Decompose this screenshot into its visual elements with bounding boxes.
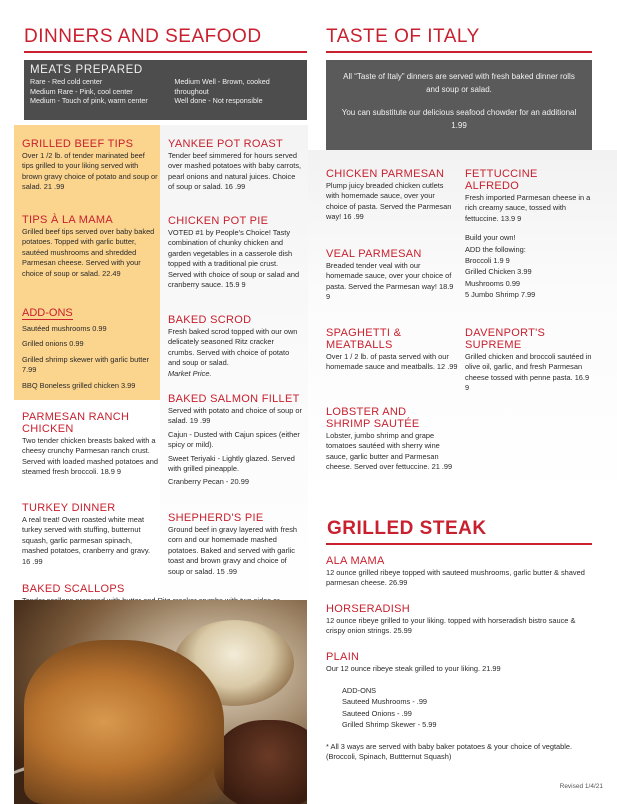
item-desc: Tender beef simmered for hours served over mashed potatoes with baby carrots, pearl onions and natural juices. Choice of soup or salad. 16 .99 <box>168 151 302 192</box>
item-name: BAKED SALMON FILLET <box>168 393 300 405</box>
salmon-option-cajun: Cajun - Dusted with Cajun spices (either spicy or mild). <box>168 429 300 450</box>
item-name: ALA MAMA <box>326 555 385 567</box>
item-price: Market Price. <box>168 368 212 378</box>
addons-title: ADD-ONS <box>22 307 73 319</box>
item-desc: Breaded tender veal with our homemade sauce, over your choice of pasta. Served the Parmesan way! 18.9 9 <box>326 261 454 302</box>
addons-list <box>22 303 158 391</box>
item-name: YANKEE POT ROAST <box>168 138 284 150</box>
build-addon-mushrooms: Mushrooms 0.99 <box>465 278 521 288</box>
menu-item-parmesan-ranch <box>22 411 158 478</box>
addon-mushrooms: Sautéed mushrooms 0.99 <box>22 324 107 333</box>
item-name: PLAIN <box>326 651 360 663</box>
menu-item-chicken-parmesan <box>326 168 458 223</box>
item-name: TIPS À LA MAMA <box>22 214 114 226</box>
build-your-own-sub: ADD the following: <box>465 244 526 254</box>
steak-addons-title: ADD-ONS <box>342 686 377 695</box>
meats-prepared-banner <box>24 60 307 120</box>
menu-item-fettuccine-alfredo <box>465 168 595 301</box>
item-desc: Fresh baked scrod topped with our own delicately seasoned Ritz cracker crumbs. Served with choice of potato and soup or salad. <box>168 327 298 368</box>
menu-item-grilled-beef-tips <box>22 138 158 193</box>
steak-addon-shrimp: Grilled Shrimp Skewer - 5.99 <box>342 720 437 730</box>
steak-addon-onions: Sauteed Onions - .99 <box>342 708 412 718</box>
menu-item-veal-parmesan <box>326 248 458 303</box>
menu-item-baked-scrod <box>168 314 302 379</box>
item-name: FETTUCCINE ALFREDO <box>465 168 538 192</box>
menu-item-tips-a-la-mama <box>22 214 158 279</box>
steak-footnote-text: * All 3 ways are served with baby baker potatoes & your choice of vegtable. (Broccoli, Spinach, Buttternut Squash) <box>326 742 573 762</box>
menu-item-ala-mama <box>326 555 592 589</box>
item-name: SHEPHERD'S PIE <box>168 512 264 524</box>
item-name: CHICKEN PARMESAN <box>326 168 445 180</box>
title-underline-right <box>326 51 592 53</box>
steak-footnote <box>326 741 592 763</box>
menu-item-baked-salmon <box>168 393 302 488</box>
item-desc: Grilled beef tips served over baby baked potatoes. Topped with garlic butter, sautéed mushrooms and shredded Parmesan cheese. Served with your choice of soup or salad. 22.49 <box>22 227 155 278</box>
item-name: SPAGHETTI & MEATBALLS <box>326 327 402 351</box>
item-desc: Plump juicy breaded chicken cutlets with homemade sauce, over your choice of pasta. Served the Parmesan way! 16 .99 <box>326 181 452 222</box>
item-desc: Lobster, jumbo shrimp and grape tomatoes sautéed with sherry wine sauce, garlic butter and Parmesan cheese. Served over fettuccine. 21 .99 <box>326 431 453 472</box>
doneness-rare: Rare - Red cold center <box>30 77 103 86</box>
menu-item-davenports-supreme <box>465 327 595 394</box>
item-name: PARMESAN RANCH CHICKEN <box>22 411 130 435</box>
title-underline-left <box>24 51 307 53</box>
section-title-grilled-steak: GRILLED STEAK <box>327 518 487 539</box>
salmon-option-cranberry: Cranberry Pecan - 20.99 <box>168 477 249 487</box>
section-title-dinners: DINNERS AND SEAFOOD <box>24 26 262 47</box>
item-desc: Grilled chicken and broccoli sautéed in olive oil, garlic, and fresh Parmesan cheese tossed with penne pasta. 16.9 9 <box>465 352 592 393</box>
onion-rings-image <box>24 640 224 804</box>
menu-item-horseradish <box>326 603 592 637</box>
meats-col-1 <box>30 77 174 106</box>
menu-item-plain-steak <box>326 651 592 674</box>
title-underline-steak <box>326 543 592 545</box>
addon-shrimp: Grilled shrimp skewer with garlic butter 7.99 <box>22 354 149 375</box>
salmon-option-teriyaki: Sweet Teriyaki - Lightly glazed. Served with grilled pineapple. <box>168 453 295 474</box>
food-photo <box>14 600 307 804</box>
item-desc: A real treat! Oven roasted white meat turkey served with stuffing, butternut squash, garlic parmesan spinach, mashed potatoes, cranberry and gravy. 16 .99 <box>22 515 151 566</box>
item-desc: Two tender chicken breasts baked with a cheesy crunchy Parmesan ranch crust. Served with loaded mashed potatoes and steamed fresh broccoli. 18.9 9 <box>22 436 158 477</box>
item-name: DAVENPORT'S SUPREME <box>465 327 546 351</box>
italy-chowder-text: You can substitute our delicious seafood chowder for an additional 1.99 <box>341 108 577 130</box>
item-desc: Over 1 /2 lb. of tender marinated beef tips grilled to your liking served with brown gravy choice of potato and soup or salad. 21 .99 <box>22 151 158 192</box>
build-addon-broccoli: Broccoli 1.9 9 <box>465 256 510 266</box>
steak-image <box>214 720 307 804</box>
item-desc: Our 12 ounce ribeye steak grilled to your liking. 21.99 <box>326 664 501 673</box>
item-name: VEAL PARMESAN <box>326 248 422 260</box>
meats-prepared-title: MEATS PREPARED <box>30 64 143 76</box>
doneness-well-done: Well done - Not responsible <box>174 96 263 105</box>
addon-bbq-chicken: BBQ Boneless grilled chicken 3.99 <box>22 380 136 390</box>
item-desc: 12 ounce grilled ribeye topped with sauteed mushrooms, garlic butter & shaved parmesan cheese. 26.99 <box>326 568 585 588</box>
addon-onions: Grilled onions 0.99 <box>22 339 84 349</box>
menu-item-yankee-pot-roast <box>168 138 302 193</box>
menu-item-spaghetti-meatballs <box>326 327 458 373</box>
doneness-medium: Medium - Touch of pink, warm center <box>30 96 148 105</box>
section-title-italy: TASTE OF ITALY <box>326 26 480 47</box>
menu-item-shepherds-pie <box>168 512 302 577</box>
menu-item-chicken-pot-pie <box>168 215 302 290</box>
item-name: CHICKEN POT PIE <box>168 215 269 227</box>
build-addon-shrimp: 5 Jumbo Shrimp 7.99 <box>465 290 536 300</box>
item-name: TURKEY DINNER <box>22 502 116 514</box>
meats-col-2 <box>174 77 301 106</box>
item-desc: Over 1 / 2 lb. of pasta served with our homemade sauce and meatballs. 12 .99 <box>326 352 458 372</box>
item-name: BAKED SCALLOPS <box>22 583 125 595</box>
item-desc: Ground beef in gravy layered with fresh corn and our homemade mashed potatoes. Baked and served with garlic toast and brown gravy and choice of soup or salad. 15 .99 <box>168 525 297 576</box>
steak-addons <box>342 685 542 731</box>
steak-addon-mushrooms: Sauteed Mushrooms - .99 <box>342 697 428 707</box>
italy-intro-text: All “Taste of Italy” dinners are served with fresh baked dinner rolls and soup or salad. <box>343 72 575 94</box>
doneness-medium-well: Medium Well - Brown, cooked throughout <box>174 77 270 96</box>
item-name: BAKED SCROD <box>168 314 252 326</box>
build-your-own-title: Build your own! <box>465 233 516 243</box>
item-name: HORSERADISH <box>326 603 410 615</box>
menu-item-turkey-dinner <box>22 502 158 567</box>
revised-date: Revised 1/4/21 <box>559 783 603 790</box>
doneness-medium-rare: Medium Rare - Pink, cool center <box>30 86 133 96</box>
item-desc: 12 ounce ribeye grilled to your liking. topped with horseradish bistro sauce & crispy onion strings. 25.99 <box>326 616 576 636</box>
item-name: GRILLED BEEF TIPS <box>22 138 134 150</box>
italy-intro-banner <box>326 60 592 150</box>
item-desc: Fresh imported Parmesan cheese in a rich creamy sauce, tossed with fettuccine. 13.9 9 <box>465 193 591 223</box>
build-addon-chicken: Grilled Chicken 3.99 <box>465 267 532 277</box>
item-desc: VOTED #1 by People's Choice! Tasty combination of chunky chicken and garden vegetables in a casserole dish topped with a traditional pie crust. Served with choice of soup or salad and cranberry sauce. 15.9 9 <box>168 228 300 290</box>
item-name: LOBSTER AND SHRIMP SAUTÉE <box>326 406 420 430</box>
item-desc: Served with potato and choice of soup or salad. 19 .99 <box>168 406 302 426</box>
menu-item-lobster-shrimp <box>326 406 458 473</box>
